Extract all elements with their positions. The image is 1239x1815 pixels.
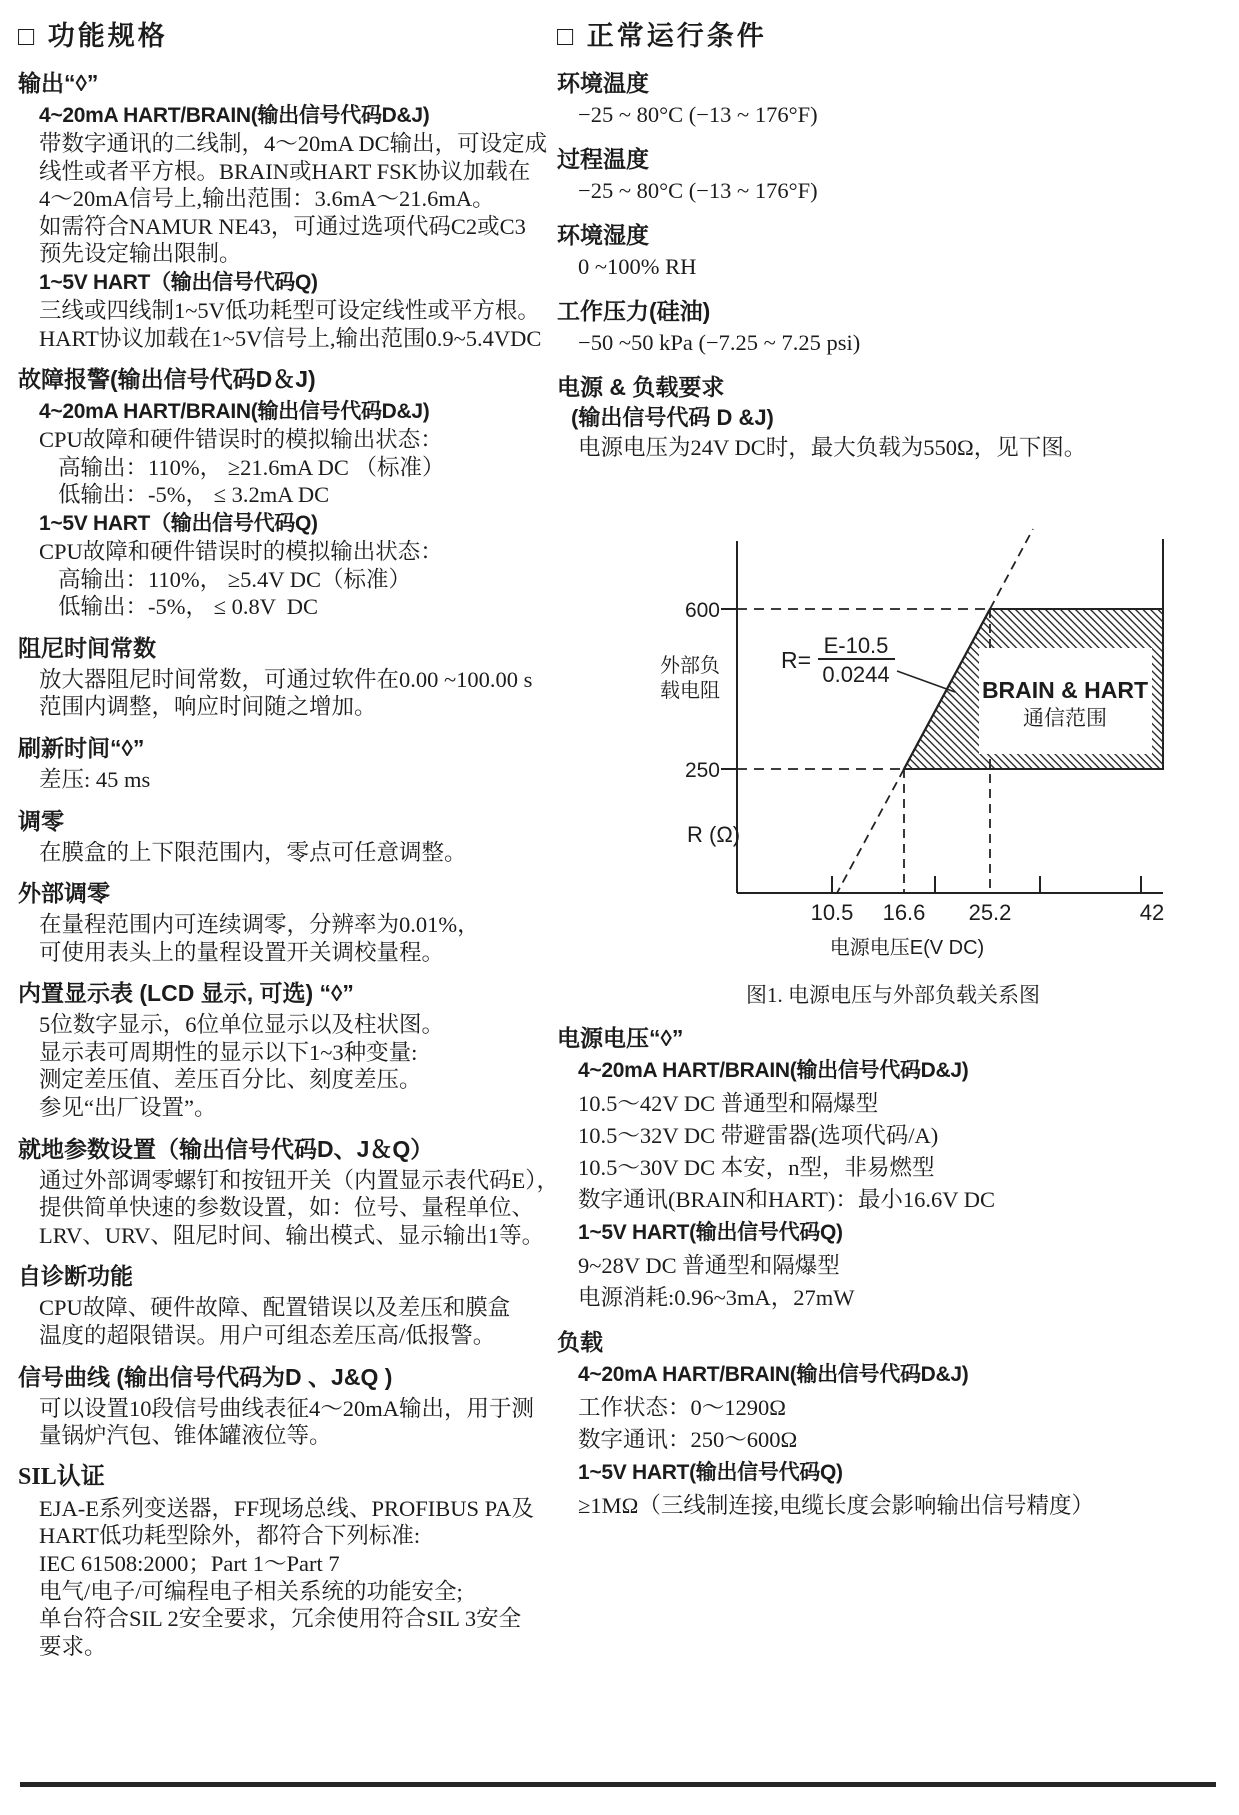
- y-unit-label: R (Ω): [687, 822, 741, 847]
- spec-heading: 就地参数设置（输出信号代码D、J＆Q）: [18, 1135, 434, 1162]
- spec-text: HART低功耗型除外，都符合下列标准:: [39, 1523, 421, 1549]
- spec-text: EJA-E系列变送器，FF现场总线、PROFIBUS PA及: [39, 1495, 534, 1521]
- spec-text: −25 ~ 80°C (−13 ~ 176°F): [578, 178, 818, 203]
- signal-type-heading: 4~20mA HART/BRAIN(输出信号代码D&J): [39, 400, 430, 424]
- spec-text: 0 ~100% RH: [578, 254, 697, 279]
- boundary-dashed-upper: [990, 529, 1033, 609]
- x-label-25-2: 25.2: [968, 900, 1012, 925]
- spec-heading: 环境温度: [557, 70, 649, 96]
- spec-text: 单台符合SIL 2安全要求，冗余使用符合SIL 3安全: [39, 1606, 522, 1632]
- spec-text: 线性或者平方根。BRAIN或HART FSK协议加载在: [39, 158, 531, 184]
- spec-text: 数字通讯(BRAIN和HART)：最小16.6V DC: [578, 1187, 995, 1212]
- right-column-bottom-text: [557, 980, 1229, 1522]
- right-column: [557, 12, 1229, 1522]
- y-axis-title-line1: 外部负: [660, 655, 720, 677]
- signal-type-heading: 1~5V HART（输出信号代码Q): [39, 270, 318, 294]
- spec-heading: 刷新时间“◊”: [18, 734, 145, 761]
- formula-callout-line: [897, 671, 955, 692]
- spec-text: 参见“出厂设置”。: [39, 1095, 217, 1121]
- spec-text: 数字通讯：250～600Ω: [578, 1427, 798, 1452]
- spec-heading: 过程温度: [557, 146, 649, 172]
- spec-text: 要求。: [39, 1633, 107, 1659]
- spec-text: 工作状态：0～1290Ω: [578, 1395, 786, 1420]
- signal-type-heading: 1~5V HART(输出信号代码Q): [578, 1221, 843, 1244]
- spec-text: 10.5～30V DC 本安，n型，非易燃型: [578, 1155, 935, 1180]
- spec-heading: 信号曲线 (输出信号代码为D 、J&Q ): [18, 1363, 393, 1390]
- spec-text: 4～20mA信号上,输出范围：3.6mA～21.6mA。: [39, 186, 495, 212]
- spec-heading: 自诊断功能: [18, 1263, 133, 1290]
- spec-text: 三线或四线制1~5V低功耗型可设定线性或平方根。: [39, 297, 540, 323]
- spec-text: 带数字通讯的二线制，4～20mA DC输出，可设定成: [39, 131, 548, 156]
- signal-type-heading: 4~20mA HART/BRAIN(输出信号代码D&J): [578, 1363, 969, 1386]
- spec-text: 放大器阻尼时间常数，可通过软件在0.00 ~100.00 s: [39, 666, 533, 692]
- spec-text: −25 ~ 80°C (−13 ~ 176°F): [578, 102, 818, 127]
- formula-lhs: R=: [781, 647, 812, 673]
- left-column: [18, 12, 559, 1660]
- spec-heading: 故障报警(输出信号代码D＆J): [18, 366, 316, 393]
- spec-text: 9~28V DC 普通型和隔爆型: [578, 1253, 840, 1278]
- spec-text: 低输出：-5%， ≤ 0.8V DC: [58, 594, 319, 620]
- figure-caption: 图1. 电源电压与外部负载关系图: [746, 983, 1040, 1007]
- spec-text: 低输出：-5%， ≤ 3.2mA DC: [58, 482, 330, 508]
- spec-text: HART协议加载在1~5V信号上,输出范围0.9~5.4VDC: [39, 325, 542, 351]
- spec-text: −50 ~50 kPa (−7.25 ~ 7.25 psi): [578, 330, 861, 355]
- spec-text: 电源电压为24V DC时，最大负载为550Ω，见下图。: [578, 435, 1087, 460]
- spec-text: CPU故障和硬件错误时的模拟输出状态：: [39, 538, 443, 564]
- spec-heading: 电源 & 负载要求: [557, 374, 725, 400]
- formula-denominator: 0.0244: [822, 662, 890, 687]
- region-label-comm-range: 通信范围: [1023, 707, 1107, 730]
- formula-numerator: E-10.5: [823, 633, 889, 658]
- spec-text: 电源消耗:0.96~3mA，27mW: [578, 1285, 855, 1310]
- signal-type-heading: 4~20mA HART/BRAIN(输出信号代码D&J): [39, 104, 430, 127]
- spec-text: 显示表可周期性的显示以下1~3种变量:: [39, 1039, 418, 1065]
- page-bottom-rule: [20, 1782, 1216, 1787]
- spec-text: IEC 61508:2000；Part 1～Part 7: [39, 1551, 340, 1576]
- x-label-16-6: 16.6: [882, 900, 926, 925]
- spec-text: 10.5～32V DC 带避雷器(选项代码/A): [578, 1123, 939, 1148]
- spec-text: 高输出：110%， ≥21.6mA DC （标准）: [58, 454, 445, 480]
- spec-text: 高输出：110%， ≥5.4V DC（标准）: [58, 566, 411, 592]
- spec-heading: 内置显示表 (LCD 显示, 可选) “◊”: [18, 980, 354, 1007]
- spec-text: 在膜盒的上下限范围内，零点可任意调整。: [39, 839, 467, 865]
- spec-text: 5位数字显示，6位单位显示以及柱状图。: [39, 1012, 445, 1038]
- spec-text: 如需符合NAMUR NE43，可通过选项代码C2或C3: [39, 213, 526, 239]
- spec-text: 温度的超限错误。用户可组态差压高/低报警。: [39, 1323, 496, 1349]
- signal-type-heading: 4~20mA HART/BRAIN(输出信号代码D&J): [578, 1059, 969, 1082]
- spec-heading: 阻尼时间常数: [18, 634, 156, 661]
- y-axis-title-line2: 载电阻: [660, 680, 720, 702]
- spec-heading: 负载: [557, 1329, 603, 1355]
- region-label-brain-hart: BRAIN & HART: [981, 677, 1149, 703]
- y-label-250: 250: [684, 759, 720, 782]
- spec-text: 通过外部调零螺钉和按钮开关（内置显示表代码E），: [39, 1167, 559, 1193]
- spec-heading: 工作压力(硅油): [557, 298, 711, 324]
- figure1-container: [557, 466, 1229, 976]
- right-column-top-text: [557, 14, 1229, 464]
- spec-heading: 输出“◊”: [18, 70, 99, 96]
- x-axis-title: 电源电压E(V DC): [829, 937, 985, 959]
- spec-text: CPU故障和硬件错误时的模拟输出状态：: [39, 427, 443, 453]
- section-title: □ 正常运行条件: [557, 21, 767, 51]
- spec-text: 量锅炉汽包、锥体罐液位等。: [39, 1423, 332, 1449]
- spec-text: 可以设置10段信号曲线表征4～20mA输出，用于测: [39, 1395, 535, 1421]
- spec-heading: 电源电压“◊”: [557, 1025, 684, 1051]
- signal-type-heading: 1~5V HART(输出信号代码Q): [578, 1461, 843, 1484]
- spec-text: LRV、URV、阻尼时间、输出模式、显示输出1等。: [39, 1222, 545, 1248]
- spec-heading: 外部调零: [18, 880, 110, 907]
- spec-heading: SIL认证: [18, 1463, 105, 1490]
- x-label-10-5: 10.5: [810, 900, 854, 925]
- spec-text: 范围内调整，响应时间随之增加。: [39, 694, 377, 720]
- spec-text: 10.5～42V DC 普通型和隔爆型: [578, 1091, 879, 1116]
- spec-text: 测定差压值、差压百分比、刻度差压。: [39, 1067, 422, 1093]
- spec-heading-sub: (输出信号代码 D &J): [571, 405, 774, 430]
- boundary-dashed-lower: [837, 769, 904, 893]
- spec-text: 在量程范围内可连续调零，分辨率为0.01%，: [39, 912, 480, 938]
- spec-text: 电气/电子/可编程电子相关系统的功能安全;: [39, 1578, 463, 1604]
- x-label-42: 42: [1139, 900, 1165, 925]
- spec-text: 可使用表头上的量程设置开关调校量程。: [39, 939, 445, 965]
- spec-text: CPU故障、硬件故障、配置错误以及差压和膜盒: [39, 1295, 511, 1321]
- y-label-600: 600: [684, 599, 720, 622]
- spec-text: ≥1MΩ（三线制连接,电缆长度会影响输出信号精度）: [578, 1493, 1094, 1518]
- spec-text: 预先设定输出限制。: [39, 241, 242, 267]
- figure1-load-voltage-chart: [557, 466, 1217, 971]
- spec-heading: 调零: [18, 807, 64, 834]
- section-title: □ 功能规格: [18, 21, 168, 51]
- spec-text: 提供简单快速的参数设置，如：位号、量程单位、: [39, 1195, 535, 1221]
- spec-text: 差压: 45 ms: [39, 766, 151, 792]
- spec-heading: 环境湿度: [557, 222, 649, 248]
- signal-type-heading: 1~5V HART（输出信号代码Q): [39, 511, 318, 535]
